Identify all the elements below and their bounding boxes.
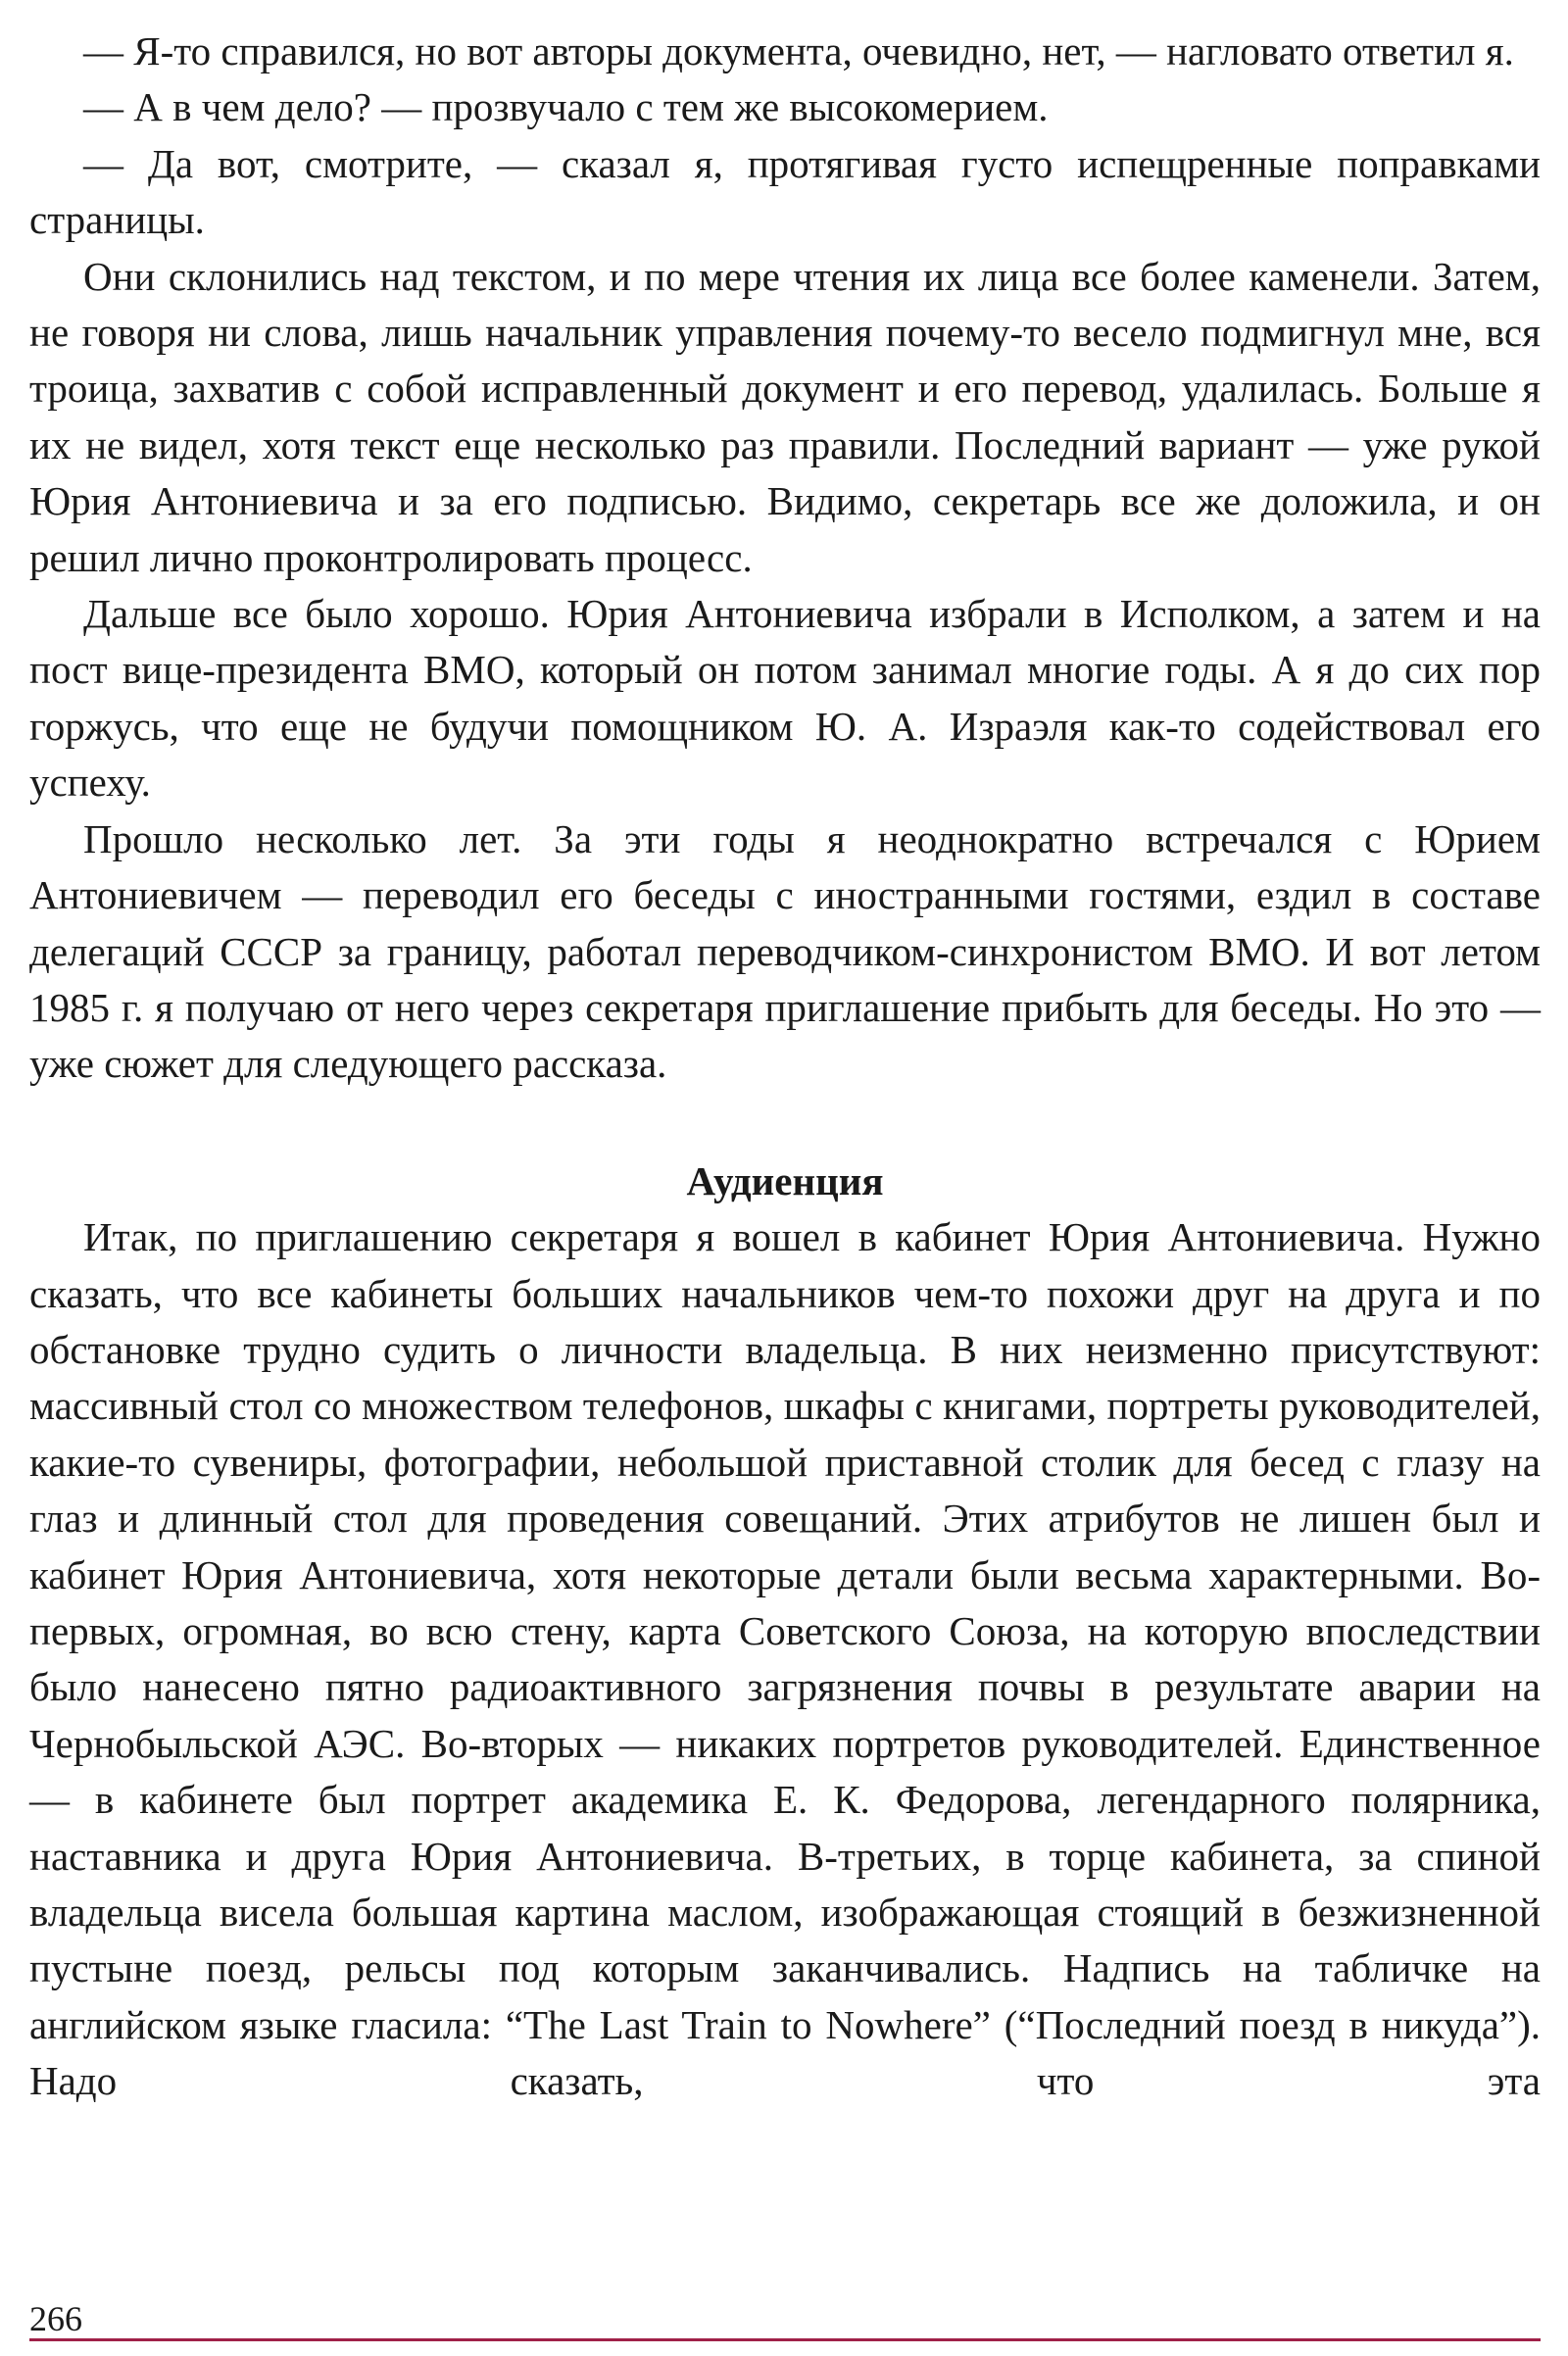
page-number: 266 [29, 2299, 82, 2338]
paragraph: Дальше все было хорошо. Юрия Антониевича избрали в Исполком, а затем и на пост вице-президента ВМО, который он потом занимал многие годы. А я до сих пор горжусь, что еще не будучи помощником Ю. А. Израэля как-то содействовал его успеху. [29, 591, 1541, 806]
paragraph: Прошло несколько лет. За эти годы я неоднократно встречался с Юрием Антониевичем — переводил его беседы с иностранными гостями, ездил в составе делегаций СССР за границу, работал переводчиком-синхронистом ВМО. И вот летом 1985 г. я получаю от него через секретаря приглашение прибыть для беседы. Но это — уже сюжет для следующего рассказа. [29, 815, 1541, 1087]
paragraph: — Я-то справился, но вот авторы документа, очевидно, нет, — нагловато ответил я. [83, 28, 1514, 74]
page-footer [29, 2301, 1541, 2336]
page-body [29, 24, 1541, 2110]
paragraph: — Да вот, смотрите, — сказал я, протягивая густо испещренные поправками страницы. [29, 140, 1541, 243]
paragraph: Они склонились над текстом, и по мере чтения их лица все более каменели. Затем, не говоря ни слова, лишь начальник управления почему-то весело подмигнул мне, вся троица, захватив с собой исправленный документ и его перевод, удалилась. Больше я их не видел, хотя текст еще несколько раз правили. Последний вариант — уже рукой Юрия Антониевича и за его подписью. Видимо, секретарь все же доложила, и он решил лично проконтролировать процесс. [29, 253, 1541, 580]
paragraph: — А в чем дело? — прозвучало с тем же высокомерием. [83, 84, 1049, 130]
section-title: Аудиенция [686, 1157, 884, 1203]
footer-divider [29, 2338, 1541, 2341]
paragraph: Итак, по приглашению секретаря я вошел в кабинет Юрия Антониевича. Нужно сказать, что все кабинеты больших начальников чем-то похожи друг на друга и по обстановке трудно судить о личности владельца. В них неизменно присутствуют: массивный стол со множеством телефонов, шкафы с книгами, портреты руководителей, какие-то сувениры, фотографии, небольшой приставной столик для бесед с глазу на глаз и длинный стол для проведения совещаний. Этих атрибутов не лишен был и кабинет Юрия Антониевича, хотя некоторые детали были весьма характерными. Во-первых, огромная, во всю стену, карта Советского Союза, на которую впоследствии было нанесено пятно радиоактивного загрязнения почвы в результате аварии на Чернобыльской АЭС. Во-вторых — никаких портретов руководителей. Единственное — в кабинете был портрет академика Е. К. Федорова, легендарного полярника, наставника и друга Юрия Антониевича. В-третьих, в торце кабинета, за спиной владельца висела большая картина маслом, изображающая стоящий в безжизненной пустыне поезд, рельсы под которым заканчивались. Надпись на табличке на английском языке гласила: “The Last Train to Nowhere” (“Последний поезд в никуда”). Надо сказать, что эта [29, 1214, 1541, 2104]
